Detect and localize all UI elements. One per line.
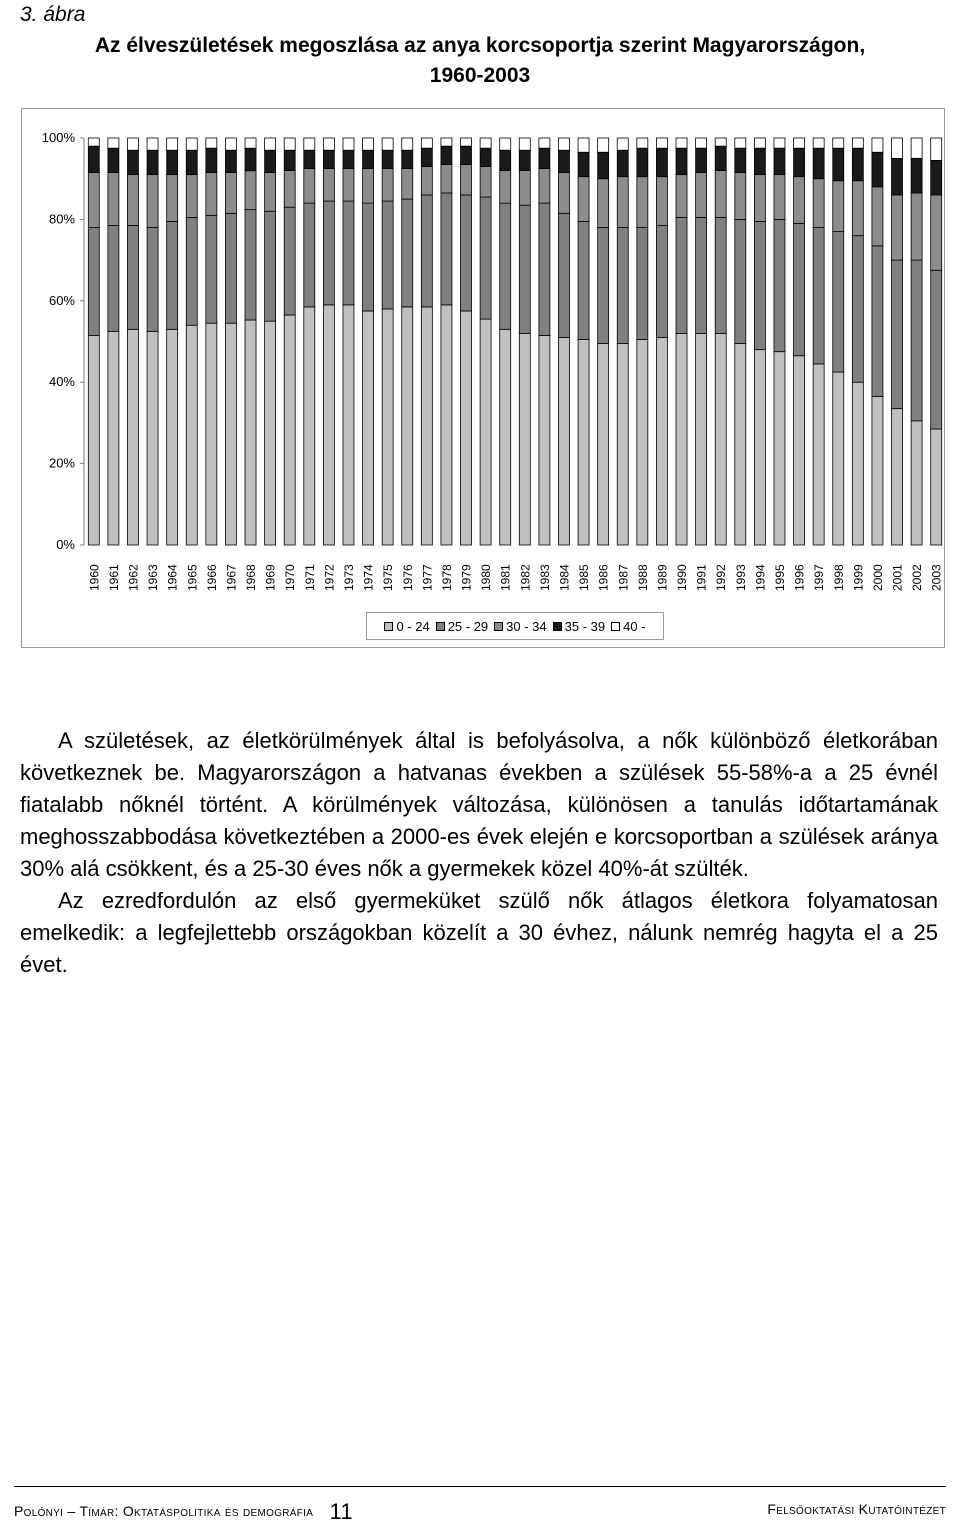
bar-segment-age-35-39-1967	[225, 150, 236, 172]
bar-segment-age-30-34-1962	[127, 175, 138, 226]
bar-segment-age-0-24-1997	[813, 364, 824, 545]
bar-segment-age-30-34-1965	[186, 175, 197, 218]
x-tick-label-1961: 1961	[106, 564, 121, 591]
bar-segment-age-25-29-1996	[794, 223, 805, 355]
bar-segment-age-0-24-1999	[852, 382, 863, 545]
bar-segment-age-0-24-1992	[715, 333, 726, 545]
bar-segment-age-40-plus-1974	[363, 138, 374, 150]
figure-title-line-1: Az élveszületések megoszlása az anya korcsoportja szerint Magyarországon,	[94, 34, 866, 57]
bar-segment-age-40-plus-1960	[88, 138, 99, 146]
bar-segment-age-0-24-1969	[265, 321, 276, 545]
x-tick-label-1984: 1984	[557, 564, 572, 591]
legend-item-35-39	[553, 619, 605, 634]
legend-item-40-plus	[611, 619, 645, 634]
bar-segment-age-25-29-1985	[578, 221, 589, 339]
x-tick-label-1983: 1983	[537, 564, 552, 591]
bar-segment-age-35-39-1987	[617, 150, 628, 176]
x-tick-label-1996: 1996	[792, 564, 807, 591]
bar-segment-age-0-24-2003	[931, 429, 942, 545]
bar-segment-age-40-plus-1989	[656, 138, 667, 148]
bar-segment-age-30-34-1984	[558, 173, 569, 214]
bar-segment-age-35-39-1974	[363, 150, 374, 168]
bar-segment-age-0-24-1972	[323, 305, 334, 545]
legend-label-40-plus: 40 -	[623, 618, 646, 634]
bar-segment-age-0-24-1966	[206, 323, 217, 545]
bar-segment-age-30-34-1983	[539, 169, 550, 204]
bar-segment-age-30-34-1963	[147, 175, 158, 228]
bar-segment-age-0-24-1974	[363, 311, 374, 545]
x-tick-label-1978: 1978	[439, 564, 454, 591]
bar-segment-age-30-34-1978	[441, 164, 452, 192]
x-tick-label-1988: 1988	[635, 564, 650, 591]
bar-segment-age-25-29-1968	[245, 210, 256, 320]
bar-segment-age-35-39-1979	[461, 146, 472, 164]
bar-segment-age-35-39-1997	[813, 148, 824, 179]
bar-segment-age-0-24-1961	[108, 331, 119, 545]
bar-segment-age-40-plus-1986	[598, 138, 609, 152]
bar-segment-age-35-39-1988	[637, 148, 648, 176]
bar-segment-age-30-34-1993	[735, 173, 746, 220]
bar-segment-age-40-plus-1963	[147, 138, 158, 150]
bar-segment-age-30-34-1970	[284, 171, 295, 208]
bar-segment-age-40-plus-1982	[519, 138, 530, 150]
bar-segment-age-25-29-1962	[127, 226, 138, 330]
page-number: 11	[329, 1499, 353, 1524]
bar-segment-age-25-29-2003	[931, 270, 942, 429]
bar-segment-age-35-39-2000	[872, 152, 883, 187]
bar-segment-age-40-plus-1967	[225, 138, 236, 150]
bar-segment-age-0-24-1964	[167, 329, 178, 545]
footer-left	[14, 1499, 353, 1525]
bar-segment-age-0-24-1985	[578, 339, 589, 545]
bar-segment-age-25-29-1965	[186, 217, 197, 325]
bar-segment-age-35-39-1962	[127, 150, 138, 174]
legend-swatch-40-plus	[611, 622, 620, 631]
bar-segment-age-35-39-1989	[656, 148, 667, 176]
bar-segment-age-35-39-1982	[519, 150, 530, 170]
footer-authors: Polónyi – Tímár: Oktatáspolitika és demográfia	[14, 1503, 314, 1519]
bar-segment-age-0-24-1984	[558, 337, 569, 545]
bar-segment-age-25-29-1971	[304, 203, 315, 307]
bar-segment-age-30-34-1988	[637, 177, 648, 228]
bar-segment-age-25-29-1963	[147, 228, 158, 332]
y-tick-label: 80%	[48, 211, 75, 227]
bar-segment-age-25-29-1966	[206, 215, 217, 323]
legend-item-30-34	[494, 619, 546, 634]
bar-segment-age-35-39-1965	[186, 150, 197, 174]
bar-segment-age-0-24-2000	[872, 396, 883, 545]
bar-segment-age-30-34-1967	[225, 173, 236, 214]
bar-segment-age-30-34-1995	[774, 175, 785, 220]
bar-segment-age-40-plus-1961	[108, 138, 119, 148]
bar-segment-age-35-39-1970	[284, 150, 295, 170]
bar-segment-age-40-plus-1998	[833, 138, 844, 148]
bar-segment-age-35-39-1973	[343, 150, 354, 168]
bar-segment-age-40-plus-1988	[637, 138, 648, 148]
bar-segment-age-25-29-1979	[461, 195, 472, 311]
bar-segment-age-35-39-1978	[441, 146, 452, 164]
bar-segment-age-30-34-1976	[402, 169, 413, 200]
stacked-bar-chart	[0, 0, 960, 650]
figure-label: 3. ábra	[20, 3, 86, 26]
x-tick-label-2001: 2001	[890, 564, 905, 591]
bar-segment-age-0-24-1980	[480, 319, 491, 545]
bar-segment-age-30-34-1968	[245, 171, 256, 210]
bar-segment-age-30-34-1980	[480, 166, 491, 197]
bar-segment-age-30-34-1985	[578, 177, 589, 222]
x-tick-label-1976: 1976	[400, 564, 415, 591]
x-tick-label-1992: 1992	[714, 564, 729, 591]
bar-segment-age-35-39-1992	[715, 146, 726, 170]
bar-segment-age-0-24-1977	[421, 307, 432, 545]
bar-segment-age-35-39-1966	[206, 148, 217, 172]
bar-segment-age-25-29-1975	[382, 201, 393, 309]
x-tick-label-1964: 1964	[165, 564, 180, 591]
bar-segment-age-40-plus-1975	[382, 138, 393, 150]
x-tick-label-1982: 1982	[518, 564, 533, 591]
bar-segment-age-35-39-1984	[558, 150, 569, 172]
bar-segment-age-40-plus-1968	[245, 138, 256, 148]
bar-segment-age-25-29-1988	[637, 228, 648, 340]
bar-segment-age-35-39-1977	[421, 148, 432, 166]
bar-segment-age-0-24-1976	[402, 307, 413, 545]
bar-segment-age-25-29-1990	[676, 217, 687, 333]
bar-segment-age-30-34-2000	[872, 187, 883, 246]
footer-institute: Felsőoktatási Kutatóintézet	[767, 1501, 946, 1517]
y-tick-label: 100%	[41, 130, 75, 145]
bar-segment-age-25-29-1984	[558, 213, 569, 337]
bar-segment-age-25-29-1980	[480, 197, 491, 319]
bar-segment-age-0-24-1978	[441, 305, 452, 545]
bar-segment-age-0-24-1991	[696, 333, 707, 545]
bar-segment-age-0-24-1995	[774, 352, 785, 545]
bar-segment-age-40-plus-1979	[461, 138, 472, 146]
bar-segment-age-40-plus-1976	[402, 138, 413, 150]
x-tick-label-2000: 2000	[870, 564, 885, 591]
bar-segment-age-30-34-1989	[656, 177, 667, 226]
bar-segment-age-0-24-1981	[500, 329, 511, 545]
bar-segment-age-40-plus-1977	[421, 138, 432, 148]
bar-segment-age-40-plus-1978	[441, 138, 452, 146]
y-tick-label: 60%	[48, 292, 75, 308]
bar-segment-age-25-29-1982	[519, 205, 530, 333]
x-tick-label-1974: 1974	[361, 564, 376, 591]
x-tick-label-1991: 1991	[694, 564, 709, 591]
bar-segment-age-25-29-1974	[363, 203, 374, 311]
bar-segment-age-25-29-2001	[892, 260, 903, 409]
bar-segment-age-35-39-1996	[794, 148, 805, 176]
bar-segment-age-25-29-1998	[833, 232, 844, 372]
bar-segment-age-25-29-2002	[911, 260, 922, 421]
x-tick-label-1990: 1990	[675, 564, 690, 591]
x-tick-label-1994: 1994	[753, 564, 768, 591]
bar-segment-age-40-plus-1973	[343, 138, 354, 150]
x-tick-label-1989: 1989	[655, 564, 670, 591]
bar-segment-age-25-29-1970	[284, 207, 295, 315]
x-tick-label-1980: 1980	[479, 564, 494, 591]
bar-segment-age-30-34-1996	[794, 177, 805, 224]
x-tick-label-2003: 2003	[929, 564, 944, 591]
x-tick-label-1979: 1979	[459, 564, 474, 591]
bar-segment-age-40-plus-1969	[265, 138, 276, 150]
x-tick-label-1995: 1995	[772, 564, 787, 591]
bar-segment-age-0-24-1987	[617, 344, 628, 545]
legend-swatch-35-39	[553, 622, 562, 631]
bar-segment-age-35-39-1981	[500, 150, 511, 170]
bar-segment-age-35-39-1975	[382, 150, 393, 168]
bar-segment-age-30-34-1972	[323, 169, 334, 202]
bar-segment-age-40-plus-1972	[323, 138, 334, 150]
bar-segment-age-40-plus-1999	[852, 138, 863, 148]
bar-segment-age-35-39-1983	[539, 148, 550, 168]
legend-item-25-29	[436, 619, 488, 634]
bar-segment-age-0-24-1983	[539, 335, 550, 545]
x-tick-label-1972: 1972	[322, 564, 337, 591]
x-tick-label-1968: 1968	[244, 564, 259, 591]
bar-segment-age-40-plus-1990	[676, 138, 687, 148]
legend-label-35-39: 35 - 39	[564, 618, 606, 634]
bar-segment-age-40-plus-2000	[872, 138, 883, 152]
x-tick-label-1962: 1962	[126, 564, 141, 591]
bar-segment-age-0-24-1990	[676, 333, 687, 545]
bar-segment-age-30-34-1997	[813, 179, 824, 228]
bar-segment-age-25-29-1991	[696, 217, 707, 333]
bar-segment-age-0-24-1970	[284, 315, 295, 545]
bar-segment-age-35-39-1990	[676, 148, 687, 174]
bar-segment-age-25-29-1989	[656, 226, 667, 338]
bar-segment-age-0-24-1996	[794, 356, 805, 545]
bar-segment-age-0-24-1994	[754, 350, 765, 545]
bar-segment-age-0-24-1979	[461, 311, 472, 545]
page-footer	[14, 1486, 946, 1523]
bar-segment-age-40-plus-2003	[931, 138, 942, 160]
bar-segment-age-30-34-1961	[108, 173, 119, 226]
legend-swatch-30-34	[494, 622, 503, 631]
bar-segment-age-40-plus-1984	[558, 138, 569, 150]
bar-segment-age-30-34-1964	[167, 175, 178, 222]
x-tick-label-1986: 1986	[596, 564, 611, 591]
bar-segment-age-25-29-1987	[617, 228, 628, 344]
bar-segment-age-0-24-1982	[519, 333, 530, 545]
bar-segment-age-30-34-1977	[421, 166, 432, 194]
bar-segment-age-0-24-1962	[127, 329, 138, 545]
x-tick-label-1993: 1993	[733, 564, 748, 591]
bar-segment-age-30-34-1969	[265, 173, 276, 212]
bar-segment-age-25-29-1961	[108, 226, 119, 332]
bar-segment-age-25-29-1992	[715, 217, 726, 333]
bar-segment-age-40-plus-1966	[206, 138, 217, 148]
bar-segment-age-40-plus-1995	[774, 138, 785, 148]
bar-segment-age-30-34-1975	[382, 169, 393, 202]
bar-segment-age-0-24-1986	[598, 344, 609, 545]
bar-segment-age-35-39-1986	[598, 152, 609, 178]
bar-segment-age-40-plus-1985	[578, 138, 589, 152]
bar-segment-age-35-39-1991	[696, 148, 707, 172]
x-tick-label-1963: 1963	[146, 564, 161, 591]
bar-segment-age-35-39-2003	[931, 160, 942, 195]
x-tick-label-1967: 1967	[224, 564, 239, 591]
bar-segment-age-35-39-1968	[245, 148, 256, 170]
bar-segment-age-35-39-1976	[402, 150, 413, 168]
bar-segment-age-40-plus-1980	[480, 138, 491, 148]
bar-segment-age-30-34-2003	[931, 195, 942, 270]
bar-segment-age-25-29-1994	[754, 221, 765, 349]
chart-legend	[366, 612, 664, 640]
bar-segment-age-30-34-1981	[500, 171, 511, 204]
x-tick-label-1975: 1975	[381, 564, 396, 591]
x-tick-label-1970: 1970	[283, 564, 298, 591]
legend-label-30-34: 30 - 34	[506, 618, 547, 634]
bar-segment-age-0-24-1993	[735, 344, 746, 545]
y-tick-label: 40%	[48, 374, 75, 390]
bar-segment-age-35-39-1998	[833, 148, 844, 181]
bar-segment-age-30-34-1960	[88, 173, 99, 228]
bar-segment-age-35-39-1963	[147, 150, 158, 174]
bar-segment-age-35-39-1985	[578, 152, 589, 176]
bar-segment-age-25-29-1973	[343, 201, 354, 305]
y-tick-label: 0%	[56, 537, 75, 552]
bar-segment-age-30-34-1982	[519, 171, 530, 206]
body-text	[20, 725, 938, 981]
bar-segment-age-30-34-1999	[852, 181, 863, 236]
x-tick-label-1999: 1999	[851, 564, 866, 591]
paragraph-2: Az ezredfordulón az első gyermeküket szülő nők átlagos életkora folyamatosan emelkedik: a legfejlettebb országokban közelít a 30 évhez, nálunk nemrég hagyta el a 25 évet.	[20, 888, 938, 977]
bar-segment-age-25-29-1999	[852, 236, 863, 383]
bar-segment-age-0-24-1989	[656, 337, 667, 545]
bar-segment-age-0-24-1988	[637, 339, 648, 545]
bar-segment-age-25-29-1983	[539, 203, 550, 335]
x-tick-label-1981: 1981	[498, 564, 513, 591]
x-tick-label-1987: 1987	[616, 564, 631, 591]
bar-segment-age-25-29-1976	[402, 199, 413, 307]
bar-segment-age-30-34-1987	[617, 177, 628, 228]
x-tick-label-1969: 1969	[263, 564, 278, 591]
bar-segment-age-0-24-2002	[911, 421, 922, 545]
legend-label-0-24: 0 - 24	[396, 618, 430, 634]
bar-segment-age-30-34-1971	[304, 169, 315, 204]
bar-segment-age-25-29-1969	[265, 211, 276, 321]
bar-segment-age-40-plus-1992	[715, 138, 726, 146]
bar-segment-age-25-29-1993	[735, 219, 746, 343]
bar-segment-age-35-39-1999	[852, 148, 863, 181]
bar-segment-age-40-plus-1993	[735, 138, 746, 148]
bar-segment-age-35-39-1961	[108, 148, 119, 172]
bar-segment-age-0-24-1973	[343, 305, 354, 545]
legend-swatch-25-29	[436, 622, 445, 631]
bar-segment-age-40-plus-1962	[127, 138, 138, 150]
bar-segment-age-40-plus-1987	[617, 138, 628, 150]
bar-segment-age-0-24-2001	[892, 409, 903, 545]
bar-segment-age-40-plus-1994	[754, 138, 765, 148]
y-tick-label: 20%	[48, 455, 75, 471]
bar-segment-age-0-24-1965	[186, 325, 197, 545]
bar-segment-age-0-24-1968	[245, 320, 256, 545]
bar-segment-age-35-39-1980	[480, 148, 491, 166]
bar-segment-age-25-29-1981	[500, 203, 511, 329]
bar-segment-age-40-plus-2001	[892, 138, 903, 158]
bar-segment-age-40-plus-1996	[794, 138, 805, 148]
bar-segment-age-0-24-1963	[147, 331, 158, 545]
bar-segment-age-30-34-2002	[911, 193, 922, 260]
bar-segment-age-35-39-1993	[735, 148, 746, 172]
bar-segment-age-0-24-1971	[304, 307, 315, 545]
bar-segment-age-30-34-1992	[715, 171, 726, 218]
bar-segment-age-0-24-1967	[225, 323, 236, 545]
bar-segment-age-30-34-1991	[696, 173, 707, 218]
bar-segment-age-40-plus-1983	[539, 138, 550, 148]
bar-segment-age-30-34-1974	[363, 169, 374, 204]
bar-segment-age-40-plus-1970	[284, 138, 295, 150]
x-tick-label-1977: 1977	[420, 564, 435, 591]
bar-segment-age-30-34-1986	[598, 179, 609, 228]
bar-segment-age-25-29-1978	[441, 193, 452, 305]
bar-segment-age-30-34-1994	[754, 175, 765, 222]
bar-segment-age-40-plus-1997	[813, 138, 824, 148]
bar-segment-age-0-24-1998	[833, 372, 844, 545]
x-tick-label-1965: 1965	[185, 564, 200, 591]
bar-segment-age-40-plus-2002	[911, 138, 922, 158]
bar-segment-age-0-24-1960	[88, 335, 99, 545]
bar-segment-age-30-34-1979	[461, 164, 472, 195]
legend-item-0-24	[384, 619, 429, 634]
bar-segment-age-25-29-1960	[88, 228, 99, 336]
bar-segment-age-25-29-1986	[598, 228, 609, 344]
bar-segment-age-35-39-1972	[323, 150, 334, 168]
bar-segment-age-40-plus-1964	[167, 138, 178, 150]
bar-segment-age-35-39-1964	[167, 150, 178, 174]
bar-segment-age-40-plus-1991	[696, 138, 707, 148]
bar-segment-age-30-34-1998	[833, 181, 844, 232]
bar-segment-age-35-39-1971	[304, 150, 315, 168]
bar-segment-age-30-34-1966	[206, 173, 217, 216]
legend-swatch-0-24	[384, 622, 393, 631]
bar-segment-age-25-29-1972	[323, 201, 334, 305]
bar-segment-age-25-29-1997	[813, 228, 824, 364]
bar-segment-age-0-24-1975	[382, 309, 393, 545]
bar-segment-age-40-plus-1965	[186, 138, 197, 150]
x-tick-label-1971: 1971	[302, 564, 317, 591]
bar-segment-age-25-29-1964	[167, 221, 178, 329]
bar-segment-age-35-39-2002	[911, 158, 922, 193]
bar-segment-age-25-29-2000	[872, 246, 883, 397]
bar-segment-age-35-39-1969	[265, 150, 276, 172]
x-tick-label-1998: 1998	[831, 564, 846, 591]
legend-label-25-29: 25 - 29	[447, 618, 489, 634]
x-tick-label-1985: 1985	[577, 564, 592, 591]
bar-segment-age-40-plus-1981	[500, 138, 511, 150]
bar-segment-age-30-34-2001	[892, 195, 903, 260]
x-tick-label-1973: 1973	[341, 564, 356, 591]
x-tick-label-1960: 1960	[87, 564, 102, 591]
bar-segment-age-40-plus-1971	[304, 138, 315, 150]
bar-segment-age-30-34-1990	[676, 175, 687, 218]
figure-title-line-2: 1960-2003	[429, 64, 531, 87]
paragraph-1: A születések, az életkörülmények által is befolyásolva, a nők különböző életkorában következnek be. Magyarországon a hatvanas években a szülések 55-58%-a a 25 évnél fiatalabb nőknél történt. A körülmények változása, különösen a tanulás időtartamának meghosszabbodása következtében a 2000-es évek elején e korcsoportban a szülések aránya 30% alá csökkent, és a 25-30 éves nők a gyermekek közel 40%-át szülték.	[20, 728, 938, 881]
bar-segment-age-25-29-1995	[774, 219, 785, 351]
bar-segment-age-35-39-1960	[88, 146, 99, 172]
x-tick-label-1997: 1997	[812, 564, 827, 591]
bar-segment-age-35-39-1995	[774, 148, 785, 174]
bar-segment-age-25-29-1967	[225, 213, 236, 323]
bar-segment-age-30-34-1973	[343, 169, 354, 202]
x-tick-label-1966: 1966	[204, 564, 219, 591]
bar-segment-age-25-29-1977	[421, 195, 432, 307]
x-tick-label-2002: 2002	[910, 564, 925, 591]
bar-segment-age-35-39-1994	[754, 148, 765, 174]
bar-segment-age-35-39-2001	[892, 158, 903, 195]
